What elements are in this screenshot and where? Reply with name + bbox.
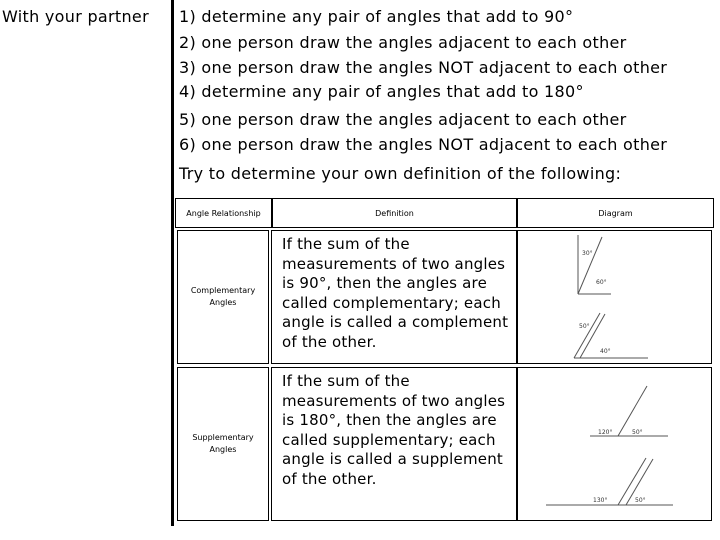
prompt-text: Try to determine your own definition of the following: <box>179 164 622 183</box>
diagram-angle-label: 60° <box>596 279 607 286</box>
diagram-angle-label: 120° <box>598 429 613 436</box>
diagram-angle-label: 40° <box>600 348 611 355</box>
instruction-1: 1) determine any pair of angles that add to 90° <box>179 7 574 26</box>
complementary-diagram <box>518 231 711 363</box>
side-label: With your partner <box>2 7 149 26</box>
relationship-name-suffix: Angles <box>209 445 237 454</box>
diagram-angle-label: 50° <box>579 323 590 330</box>
diagram-angle-label: 50° <box>632 429 643 436</box>
relationship-name-suffix: Angles <box>209 298 237 307</box>
definition-cell: If the sum of the measurements of two angles is 180°, then the angles are called supplementary; each angle is called a supplement of the other. <box>271 367 517 521</box>
definition-cell: If the sum of the measurements of two angles is 90°, then the angles are called complementary; each angle is called a complement of the other. <box>271 230 517 364</box>
relationship-name: Complementary <box>190 286 256 295</box>
diagram-angle-label: 30° <box>582 250 593 257</box>
diagram-angle-label: 130° <box>593 497 608 504</box>
diagram-cell <box>517 367 712 521</box>
supplementary-diagram <box>518 368 711 520</box>
relationship-name-cell <box>177 230 269 364</box>
relationship-name-cell <box>177 367 269 521</box>
instruction-6: 6) one person draw the angles NOT adjacent to each other <box>179 135 668 154</box>
diagram-angle-label: 50° <box>635 497 646 504</box>
instruction-5: 5) one person draw the angles adjacent to each other <box>179 110 627 129</box>
diagram-cell <box>517 230 712 364</box>
relationship-name: Supplementary <box>192 433 254 442</box>
instruction-2: 2) one person draw the angles adjacent to each other <box>179 33 627 52</box>
instruction-4: 4) determine any pair of angles that add to 180° <box>179 82 584 101</box>
header-angle-relationship: Angle Relationship <box>175 198 272 228</box>
vertical-divider <box>171 0 174 526</box>
header-definition: Definition <box>272 198 517 228</box>
header-diagram: Diagram <box>517 198 714 228</box>
instruction-3: 3) one person draw the angles NOT adjacent to each other <box>179 58 668 77</box>
